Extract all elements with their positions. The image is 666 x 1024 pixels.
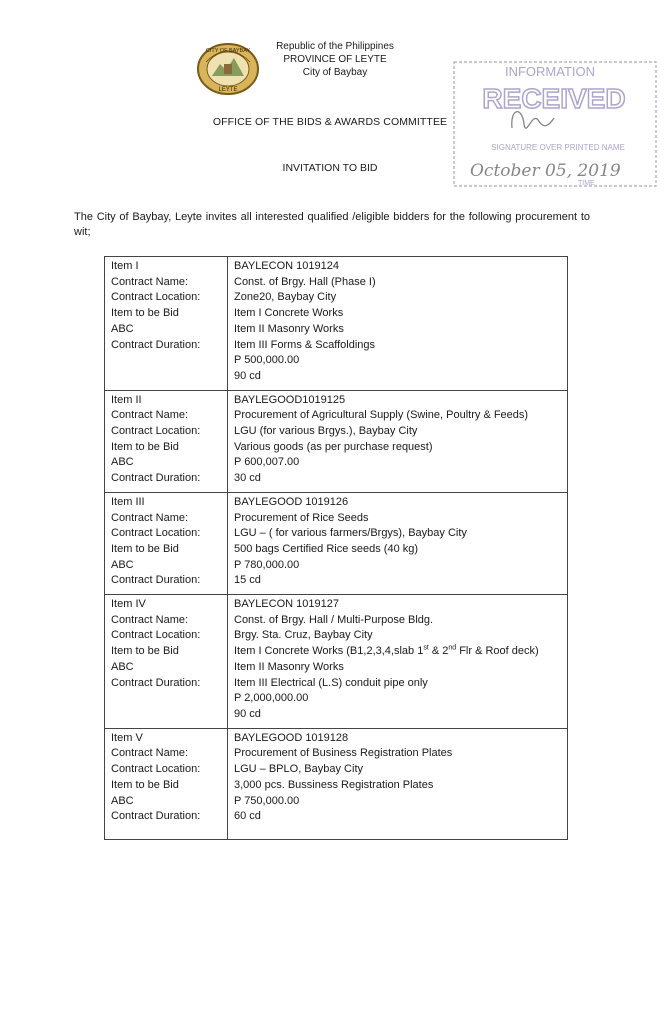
bid-line: Item III Forms & Scaffoldings <box>234 338 376 351</box>
item-values <box>228 595 568 729</box>
label-contract-location: Contract Location: <box>111 763 201 776</box>
bid-line: Item II Masonry Works <box>234 660 344 673</box>
bid-line: Item I Concrete Works <box>234 307 344 320</box>
abc-amount: P 780,000.00 <box>234 558 300 571</box>
label-contract-location: Contract Location: <box>111 527 201 540</box>
item-number: Item V <box>111 731 143 744</box>
bid-item-row <box>105 728 568 839</box>
bid-items-table <box>104 256 568 840</box>
item-values <box>228 728 568 839</box>
label-abc: ABC <box>111 794 134 807</box>
contract-name: Procurement of Agricultural Supply (Swine, Poultry & Feeds) <box>234 409 529 422</box>
ordinal-suffix: nd <box>448 644 457 652</box>
label-item-to-be-bid: Item to be Bid <box>111 440 179 453</box>
received-stamp <box>450 58 660 190</box>
bid-item-row <box>105 492 568 594</box>
abc-amount: P 750,000.00 <box>234 794 300 807</box>
stamp-handwritten-date: October 05, 2019 <box>470 161 621 181</box>
label-contract-duration: Contract Duration: <box>111 676 201 689</box>
bid-line: Various goods (as per purchase request) <box>234 440 433 453</box>
label-contract-duration: Contract Duration: <box>111 472 201 485</box>
item-number: Item III <box>111 495 145 508</box>
contract-name: Const. of Brgy. Hall / Multi-Purpose Bldg. <box>234 613 434 626</box>
label-contract-location: Contract Location: <box>111 425 201 438</box>
bid-line: Item II Masonry Works <box>234 322 344 335</box>
item-values <box>228 390 568 492</box>
item-number: Item II <box>111 393 142 406</box>
contract-duration: 60 cd <box>234 810 261 823</box>
bid-line: 500 bags Certified Rice seeds (40 kg) <box>234 542 419 555</box>
abc-amount: P 600,007.00 <box>234 456 300 469</box>
item-code: BAYLECON 1019124 <box>234 260 339 272</box>
contract-location: LGU – ( for various farmers/Brgys), Baybay City <box>234 527 467 540</box>
label-contract-name: Contract Name: <box>111 747 189 760</box>
contract-duration: 90 cd <box>234 369 261 382</box>
item-labels <box>105 390 228 492</box>
item-code: BAYLECON 1019127 <box>234 598 339 611</box>
ordinal-suffix: st <box>423 644 429 652</box>
contract-name: Procurement of Business Registration Plates <box>234 747 453 760</box>
bid-line <box>234 644 563 660</box>
province-line: PROVINCE OF LEYTE <box>283 54 387 65</box>
item-code: BAYLEGOOD 1019126 <box>234 495 349 508</box>
country-line: Republic of the Philippines <box>276 41 394 52</box>
contract-duration: 15 cd <box>234 574 261 587</box>
stamp-line3: SIGNATURE OVER PRINTED NAME <box>491 143 625 152</box>
label-contract-name: Contract Name: <box>111 275 189 288</box>
stamp-time-label: TIME <box>578 180 595 187</box>
label-contract-location: Contract Location: <box>111 291 201 304</box>
label-abc: ABC <box>111 558 134 571</box>
contract-duration: 90 cd <box>234 707 261 720</box>
bid-line: Item III Electrical (L.S) conduit pipe only <box>234 676 428 689</box>
stamp-line1: INFORMATION <box>504 64 596 79</box>
stamp-line2: RECEIVED <box>482 83 626 114</box>
item-number: Item IV <box>111 598 146 611</box>
bid-line-part: Flr & Roof deck) <box>456 645 539 658</box>
label-item-to-be-bid: Item to be Bid <box>111 542 179 555</box>
label-abc: ABC <box>111 660 134 673</box>
contract-location: Brgy. Sta. Cruz, Baybay City <box>234 629 373 642</box>
label-abc: ABC <box>111 322 134 335</box>
bid-item-row <box>105 595 568 729</box>
label-contract-name: Contract Name: <box>111 613 189 626</box>
item-number: Item I <box>111 260 139 272</box>
item-labels <box>105 492 228 594</box>
label-contract-name: Contract Name: <box>111 409 189 422</box>
contract-name: Const. of Brgy. Hall (Phase I) <box>234 275 376 288</box>
bid-line-part: & 2 <box>428 645 449 658</box>
label-contract-duration: Contract Duration: <box>111 574 201 587</box>
contract-name: Procurement of Rice Seeds <box>234 511 369 524</box>
bid-line-part: Item I Concrete Works (B1,2,3,4,slab 1 <box>234 645 424 658</box>
label-abc: ABC <box>111 456 134 469</box>
label-contract-location: Contract Location: <box>111 629 201 642</box>
item-labels <box>105 728 228 839</box>
label-item-to-be-bid: Item to be Bid <box>111 778 179 791</box>
contract-duration: 30 cd <box>234 472 261 485</box>
bid-item-row <box>105 257 568 391</box>
bid-item-row <box>105 390 568 492</box>
document-title: INVITATION TO BID <box>282 162 378 174</box>
item-values <box>228 257 568 391</box>
seal-text-top: CITY OF BAYBAY <box>205 48 251 54</box>
item-code: BAYLEGOOD1019125 <box>234 393 346 406</box>
label-contract-duration: Contract Duration: <box>111 810 201 823</box>
label-item-to-be-bid: Item to be Bid <box>111 307 179 320</box>
contract-location: LGU – BPLO, Baybay City <box>234 763 363 776</box>
seal-text-bottom: LEYTE <box>218 87 238 93</box>
abc-amount: P 2,000,000.00 <box>234 692 309 705</box>
intro-paragraph: The City of Baybay, Leyte invites all interested qualified /eligible bidders for the following procurement to wit; <box>74 211 590 238</box>
item-labels <box>105 257 228 391</box>
label-contract-name: Contract Name: <box>111 511 189 524</box>
bid-line: 3,000 pcs. Bussiness Registration Plates <box>234 778 434 791</box>
item-code: BAYLEGOOD 1019128 <box>234 731 349 744</box>
city-line: City of Baybay <box>302 67 368 78</box>
label-contract-duration: Contract Duration: <box>111 338 201 351</box>
abc-amount: P 500,000.00 <box>234 354 300 367</box>
item-labels <box>105 595 228 729</box>
office-title: OFFICE OF THE BIDS & AWARDS COMMITTEE <box>212 116 448 128</box>
contract-location: Zone20, Baybay City <box>234 291 337 304</box>
item-values <box>228 492 568 594</box>
contract-location: LGU (for various Brgys.), Baybay City <box>234 425 418 438</box>
label-item-to-be-bid: Item to be Bid <box>111 645 179 658</box>
